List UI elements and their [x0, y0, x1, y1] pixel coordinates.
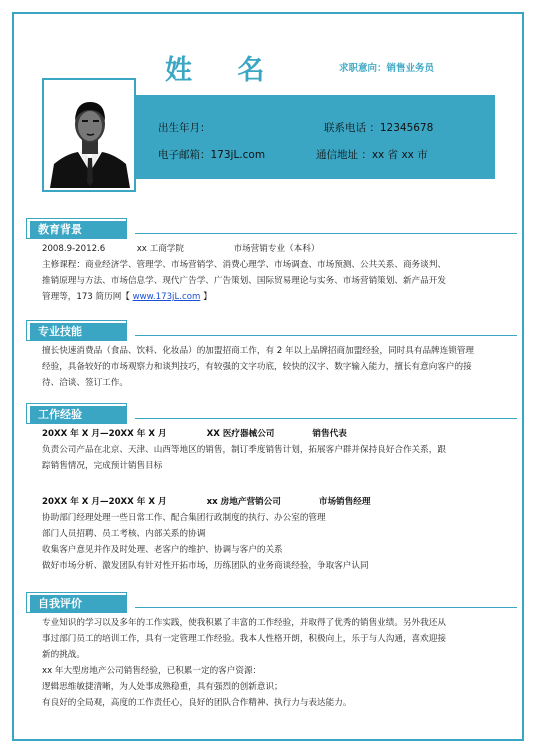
- job2-line-4: 做好市场分析、激发团队有针对性开拓市场，历练团队的业务商谈经验，争取客户认同: [42, 561, 369, 571]
- education-section: [24, 221, 512, 305]
- job1-position: 销售代表: [312, 429, 347, 439]
- job2-position: 市场销售经理: [318, 497, 371, 507]
- address-value: xx 省 xx 市: [371, 149, 428, 161]
- phone-field: [324, 120, 433, 135]
- self-eval-line-5: 逻辑思维敏捷清晰，为人处事成熟稳重，具有强烈的创新意识；: [42, 682, 283, 692]
- section-divider: [135, 335, 517, 336]
- self-eval-line-4: xx 年大型房地产公司销售经验，已积累一定的客户资源：: [42, 666, 262, 676]
- job2-line-1: 协助部门经理处理一些日常工作、配合集团行政制度的执行、办公室的管理: [42, 513, 326, 523]
- courses-suffix: 】: [203, 292, 212, 302]
- skills-title: 专业技能: [30, 323, 127, 340]
- job-intent: 求职意向：销售业务员: [339, 63, 435, 74]
- self-eval-line-6: 有良好的全局观，高度的工作责任心，良好的团队合作精神、执行力与表达能力。: [42, 698, 352, 708]
- candidate-name: 姓 名: [165, 55, 283, 86]
- self-eval-section: [24, 595, 512, 711]
- email-label: 电子邮箱：: [158, 149, 211, 161]
- education-summary: [42, 241, 512, 257]
- education-title: 教育背景: [30, 221, 127, 238]
- section-divider: [135, 233, 517, 234]
- self-eval-title: 自我评价: [30, 595, 127, 612]
- profile-photo: [50, 92, 130, 188]
- education-courses-1: 主修课程：商业经济学、管理学、市场营销学、消费心理学、市场调查、市场预测、公共关系、商务谈判、: [42, 260, 446, 270]
- self-eval-header: [24, 595, 512, 615]
- address-field: [316, 147, 428, 162]
- job1-line-1: 负责公司产品在北京、天津、山西等地区的销售，制订季度销售计划，拓展客户群并保持良好合作关系，跟: [42, 445, 446, 455]
- education-major: 市场营销专业（本科）: [233, 244, 320, 254]
- job1-line-2: 踪销售情况，完成预计销售目标: [42, 461, 163, 471]
- skills-line-2: 经验，具备较好的市场观察力和谈判技巧，有较强的文字功底，较快的汉字、数字输入能力，擅长有意向客户的接: [42, 362, 472, 372]
- section-divider: [135, 418, 517, 419]
- education-courses-2: 推销原理与方法、市场信息学、现代广告学、广告策划、国际贸易理论与实务、市场营销策划、新产品开发: [42, 276, 446, 286]
- work-header: [24, 406, 512, 426]
- self-eval-line-2: 事过部门员工的培训工作，具有一定管理工作经验。我本人性格开朗，积极向上，乐于与人沟通，喜欢迎接: [42, 634, 446, 644]
- education-courses-3: [42, 289, 512, 305]
- email-field: [158, 147, 265, 162]
- address-label: 通信地址 ：: [316, 149, 372, 161]
- self-eval-line-1: 专业知识的学习以及多年的工作实践，使我积累了丰富的工作经验，并取得了优秀的销售业绩。另外我还从: [42, 618, 446, 628]
- skills-section: [24, 323, 512, 391]
- education-period: 2008.9-2012.6: [42, 244, 106, 254]
- courses-prefix: 管理等，173 简历网【: [42, 292, 130, 302]
- job1-company: XX 医疗器械公司: [206, 429, 275, 439]
- skills-header: [24, 323, 512, 343]
- job2-heading: [42, 494, 512, 510]
- education-header: [24, 221, 512, 241]
- self-eval-line-3: 新的挑战。: [42, 650, 85, 660]
- phone-label: 联系电话 ：: [324, 122, 380, 134]
- education-school: xx 工商学院: [136, 244, 184, 254]
- job2-line-2: 部门人员招聘、员工考核、内部关系的协调: [42, 529, 206, 539]
- birth-field: [158, 120, 211, 135]
- phone-value: 12345678: [379, 122, 434, 134]
- skills-line-1: 擅长快速消费品（食品、饮料、化妆品）的加盟招商工作，有 2 年以上品牌招商加盟经验，同时具有品牌连锁管理: [42, 346, 475, 356]
- job2-company: xx 房地产营销公司: [206, 497, 281, 507]
- work-title: 工作经验: [30, 406, 127, 423]
- email-value: 173jL.com: [210, 149, 266, 161]
- job2-line-3: 收集客户意见并作及时处理、老客户的维护、协调与客户的关系: [42, 545, 283, 555]
- job1-heading: [42, 426, 512, 442]
- work-section: [24, 406, 512, 574]
- skills-line-3: 待、洽谈、签订工作。: [42, 378, 128, 388]
- job2-period: 20XX 年 X 月—20XX 年 X 月: [42, 497, 167, 507]
- job1-period: 20XX 年 X 月—20XX 年 X 月: [42, 429, 167, 439]
- website-link[interactable]: www.173jL.com: [132, 292, 201, 302]
- section-divider: [135, 607, 517, 608]
- birth-label: 出生年月：: [158, 122, 211, 134]
